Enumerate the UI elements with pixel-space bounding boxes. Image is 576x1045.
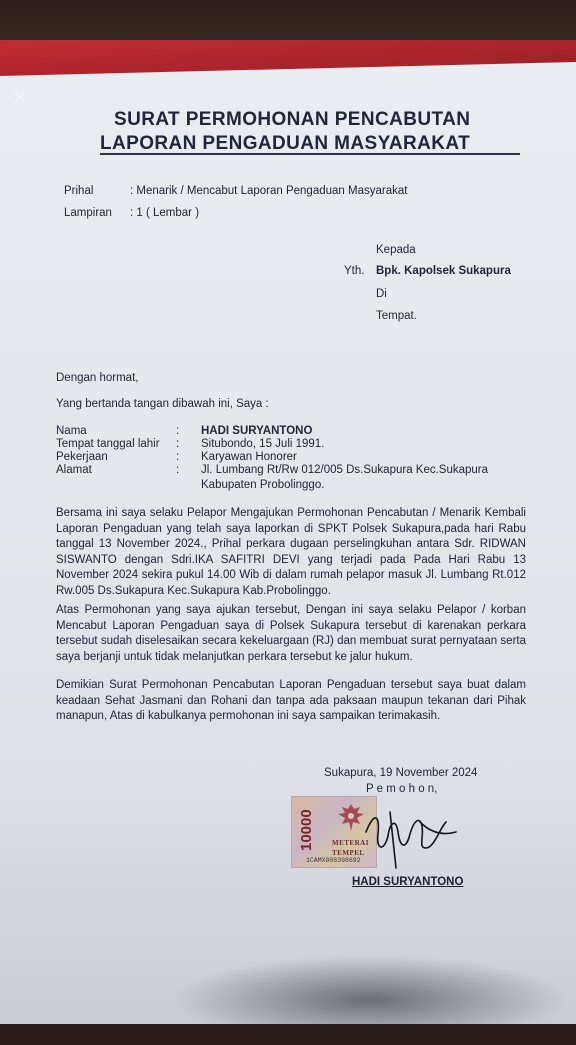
kepada-label: Kepada [376, 244, 416, 256]
perihal-label: Prihal [64, 185, 94, 197]
handwritten-signature [360, 792, 460, 872]
title-line-2: LAPORAN PENGADUAN MASYARAKAT [100, 133, 471, 154]
lampiran-label: Lampiran [64, 207, 112, 219]
pemohon-label: P e m o h o n, [366, 783, 438, 795]
stamp-serial: 1CAMX008398692 [306, 857, 361, 864]
stamp-word-meterai: METERAI [332, 839, 369, 847]
addressee-name: Bpk. Kapolsek Sukapura [376, 265, 511, 277]
place-date: Sukapura, 19 November 2024 [324, 767, 478, 779]
colon: : [176, 451, 180, 463]
stamp-word-tempel: TEMPEL [332, 849, 365, 857]
stamp-value: 10000 [298, 809, 315, 851]
identity-address-value: Jl. Lumbang Rt/Rw 012/005 Ds.Sukapura Kec.Sukapura [201, 464, 489, 476]
signer-name: HADI SURYANTONO [352, 876, 464, 888]
identity-name-value: HADI SURYANTONO [201, 425, 313, 437]
colon: : [176, 438, 180, 450]
di-label: Di [376, 288, 387, 300]
identity-address-label: Alamat [56, 464, 92, 476]
perihal-value: : Menarik / Mencabut Laporan Pengaduan Masyarakat [130, 185, 408, 197]
lampiran-value: : 1 ( Lembar ) [130, 207, 200, 219]
letter-title [100, 108, 500, 156]
title-underline [100, 153, 520, 155]
intro-line: Yang bertanda tangan dibawah ini, Saya : [56, 398, 269, 410]
title-line-1: SURAT PERMOHONAN PENCABUTAN [114, 109, 471, 130]
tempat-label: Tempat. [376, 310, 417, 322]
identity-birth-value: Situbondo, 15 Juli 1991. [201, 438, 325, 450]
colon: : [176, 425, 180, 437]
identity-job-value: Karyawan Honorer [201, 451, 297, 463]
paragraph-1: Bersama ini saya selaku Pelapor Mengajukan Permohonan Pencabutan / Menarik Kembali Laporan Pengaduan yang telah saya laporkan di SPKT Polsek Sukapura,pada hari Rabu tanggal 13 November 2024., Prihal perkara dugaan perselingkuhan antara Sdr. RIDWAN SISWANTO dengan Sdri.IKA SAFITRI DEVI yang terjadi pada Pada Hari Rabu 13 November 2024 sekira pukul 14.00 Wib di dalam rumah pelapor masuk Jl. Lumbang Rt.012 Rw.005 Ds.Sukapura Kec.Sukapura Kab.Probolinggo. [56, 507, 526, 597]
identity-name-label: Nama [56, 425, 87, 437]
identity-job-label: Pekerjaan [56, 451, 108, 463]
paragraph-3: Demikian Surat Permohonan Pencabutan Laporan Pengaduan tersebut saya buat dalam keadaan Sehat Jasmani dan Rohani dan tanpa ada paksaan maupun tekanan dari Pihak manapun, Atas di kabulkanya permohonan ini saya sampaikan terimakasih. [56, 679, 526, 723]
yth-label: Yth. [344, 265, 365, 277]
paragraph-2: Atas Permohonan yang saya ajukan tersebut, Dengan ini saya selaku Pelapor / korban Mencabut Laporan Pengaduan saya di Polsek Sukapura tersebut di karenakan perkara tersebut sudah diselesaikan secara kekeluargaan (RJ) dan membuat surat pernyataan serta saya berjanji untuk tidak melanjutkan perkara tersebut ke jalur hukum. [56, 604, 526, 663]
colon: : [176, 464, 180, 476]
identity-birth-label: Tempat tanggal lahir [56, 438, 160, 450]
greeting: Dengan hormat, [56, 372, 139, 384]
identity-address-value-2: Kabupaten Probolinggo. [201, 479, 325, 491]
